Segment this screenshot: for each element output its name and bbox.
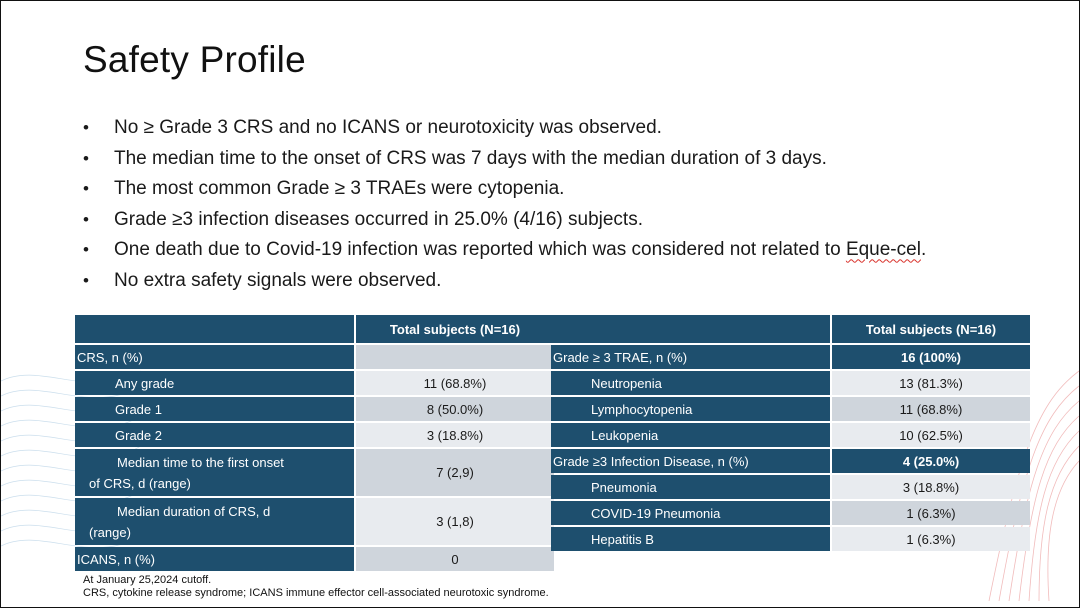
row-label: Lymphocytopenia: [551, 397, 830, 421]
row-label: Pneumonia: [551, 475, 830, 499]
row-value: 3 (18.8%): [832, 475, 1030, 499]
bullet-item: [83, 235, 926, 266]
bullet-item: • No ≥ Grade 3 CRS and no ICANS or neurotoxicity was observed.: [83, 113, 926, 144]
header-cell: Total subjects (N=16): [832, 315, 1030, 343]
row-value: 1 (6.3%): [832, 527, 1030, 551]
bullet-item: • The median time to the onset of CRS was 7 days with the median duration of 3 days.: [83, 144, 926, 175]
row-label-line2: of CRS, d (range): [89, 475, 191, 491]
section-label: Grade ≥3 Infection Disease, n (%): [551, 449, 830, 473]
row-label: Hepatitis B: [551, 527, 830, 551]
table-row: [75, 397, 554, 421]
row-label: Neutropenia: [551, 371, 830, 395]
section-label: ICANS, n (%): [75, 547, 354, 571]
bullet-text: One death due to Covid-19 infection was reported which was considered not related to: [114, 239, 846, 261]
table-row: [75, 547, 554, 571]
footnote: [83, 574, 549, 600]
bullet-item: • No extra safety signals were observed.: [83, 266, 926, 297]
spellcheck-term: Eque-cel: [845, 239, 921, 261]
table-row: [75, 498, 554, 545]
table-row: [551, 371, 1030, 395]
header-cell: Total subjects (N=16): [356, 315, 554, 343]
table-row: [75, 449, 554, 496]
bullet-end: .: [920, 239, 927, 261]
row-label: Leukopenia: [551, 423, 830, 447]
row-value: 7 (2,9): [356, 449, 554, 496]
row-label: Grade 1: [75, 397, 354, 421]
section-label: CRS, n (%): [75, 345, 354, 369]
row-label: Grade 2: [75, 423, 354, 447]
row-label-line1: Median duration of CRS, d: [117, 503, 271, 519]
row-value: 1 (6.3%): [832, 501, 1030, 525]
table-row: [75, 371, 554, 395]
row-value: 11 (68.8%): [832, 397, 1030, 421]
table-row: [551, 423, 1030, 447]
table-row: [551, 449, 1030, 473]
header-blank-cell: [75, 315, 354, 343]
footnote-line: CRS, cytokine release syndrome; ICANS immune effector cell-associated neurotoxic syndrome.: [83, 587, 549, 599]
table-row: [551, 397, 1030, 421]
row-value: 13 (81.3%): [832, 371, 1030, 395]
table-row: [551, 527, 1030, 551]
section-label: Grade ≥ 3 TRAE, n (%): [551, 345, 830, 369]
row-label: [75, 449, 354, 496]
row-label-line1: Median time to the first onset: [117, 454, 284, 470]
row-value: 10 (62.5%): [832, 423, 1030, 447]
blank-cell: [356, 345, 554, 369]
crs-table: [73, 313, 556, 573]
row-label: COVID-19 Pneumonia: [551, 501, 830, 525]
bullet-list: [83, 113, 926, 297]
row-value: 3 (18.8%): [356, 423, 554, 447]
row-label: Any grade: [75, 371, 354, 395]
row-label: [75, 498, 354, 545]
table-row: [75, 423, 554, 447]
row-value: 3 (1,8): [356, 498, 554, 545]
row-value: 11 (68.8%): [356, 371, 554, 395]
header-blank-cell: [551, 315, 830, 343]
table-row: [551, 475, 1030, 499]
bullet-item: • Grade ≥3 infection diseases occurred in 25.0% (4/16) subjects.: [83, 205, 926, 236]
table-header-row: [551, 315, 1030, 343]
row-value: 8 (50.0%): [356, 397, 554, 421]
trae-table: [549, 313, 1032, 553]
table-row: [75, 345, 554, 369]
footnote-line: At January 25,2024 cutoff.: [83, 574, 212, 586]
table-header-row: [75, 315, 554, 343]
row-value: 0: [356, 547, 554, 571]
table-row: [551, 501, 1030, 525]
section-value: 16 (100%): [832, 345, 1030, 369]
section-value: 4 (25.0%): [832, 449, 1030, 473]
bullet-item: • The most common Grade ≥ 3 TRAEs were cytopenia.: [83, 174, 926, 205]
row-label-line2: (range): [89, 524, 131, 540]
slide-title: Safety Profile: [83, 39, 306, 80]
table-row: [551, 345, 1030, 369]
